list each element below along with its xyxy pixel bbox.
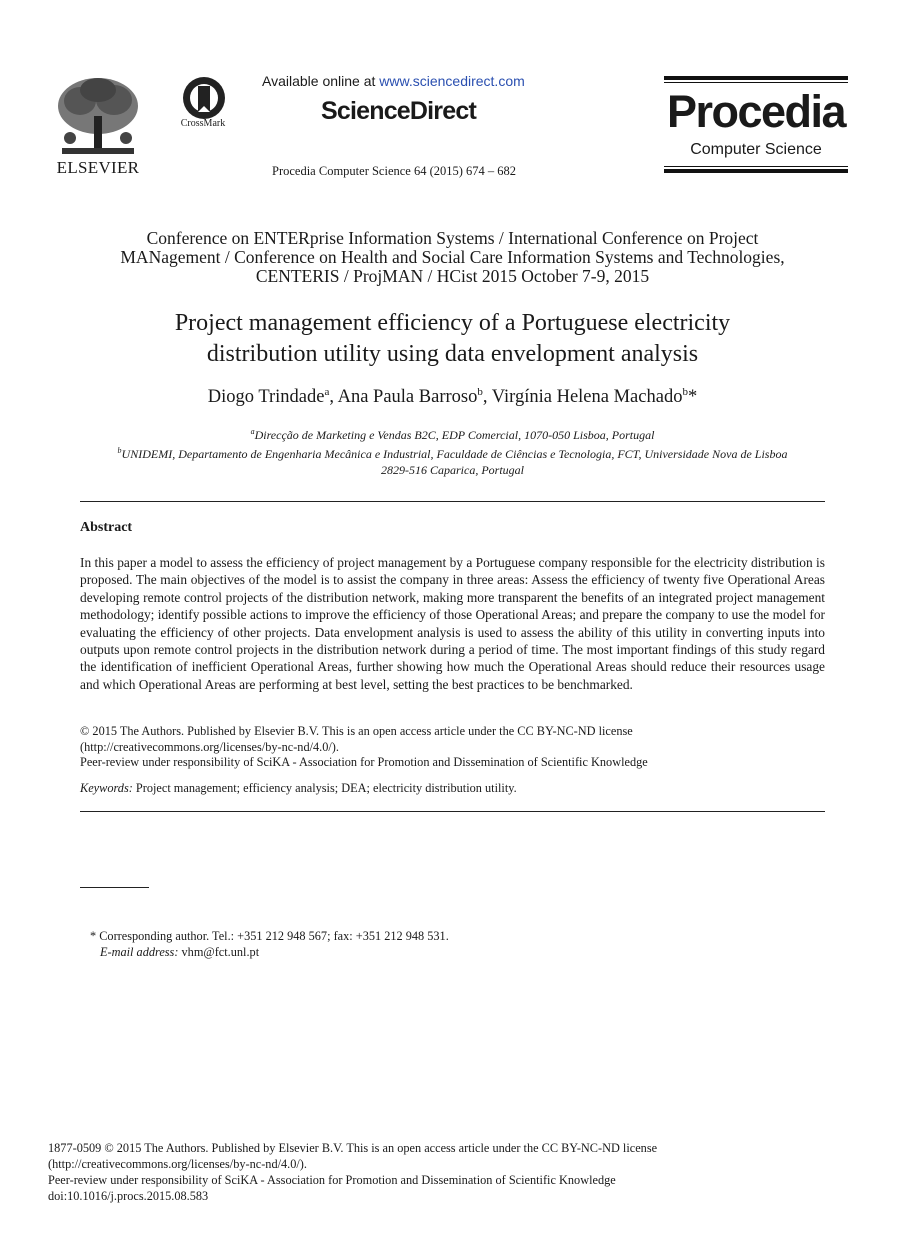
affiliation-a bbox=[80, 424, 825, 443]
abstract-heading: Abstract bbox=[80, 520, 133, 535]
footnote-contact: * Corresponding author. Tel.: +351 212 948 567; fax: +351 212 948 531. bbox=[90, 929, 449, 943]
affiliation-mark: a bbox=[250, 427, 255, 436]
author-separator: , bbox=[329, 387, 338, 408]
publisher-name: ELSEVIER bbox=[56, 158, 140, 177]
conference-line: CENTERIS / ProjMAN / HCist 2015 October 7-9, 2015 bbox=[255, 266, 650, 286]
paper-title bbox=[80, 308, 825, 370]
author-list bbox=[80, 386, 825, 408]
footnote-email-line bbox=[90, 944, 449, 960]
procedia-bottom-rule bbox=[664, 169, 848, 173]
author-separator: , bbox=[482, 387, 492, 408]
license-notice bbox=[80, 724, 825, 771]
crossmark-label: CrossMark bbox=[180, 118, 226, 129]
procedia-top-rule-thin bbox=[664, 82, 848, 83]
author-affiliation-mark: b bbox=[477, 386, 483, 398]
affiliation-mark: b bbox=[117, 446, 122, 455]
keywords bbox=[80, 781, 825, 796]
corresponding-author-footnote bbox=[90, 928, 449, 960]
affiliation-text: UNIDEMI, Departamento de Engenharia Mecânica e Industrial, Faculdade de Ciências e Tecnologia, FCT, Universidade Nova de Lisboa bbox=[121, 447, 788, 461]
procedia-top-rule bbox=[664, 76, 848, 80]
peer-review-line: Peer-review under responsibility of SciKA - Association for Promotion and Dissemination of Scientific Knowledge bbox=[48, 1173, 616, 1187]
keywords-label: Keywords: bbox=[80, 781, 133, 795]
available-online-line bbox=[262, 73, 525, 89]
author-affiliation-mark: a bbox=[324, 386, 330, 398]
available-prefix: Available online at bbox=[262, 73, 380, 89]
procedia-title: Procedia bbox=[666, 86, 846, 137]
conference-name bbox=[80, 229, 825, 286]
license-link[interactable]: (http://creativecommons.org/licenses/by-nc-nd/4.0/). bbox=[48, 1157, 307, 1171]
issn-license-line: 1877-0509 © 2015 The Authors. Published by Elsevier B.V. This is an open access article under the CC BY-NC-ND license bbox=[48, 1141, 658, 1155]
email-label: E-mail address: bbox=[100, 945, 179, 959]
divider bbox=[80, 811, 825, 812]
corresponding-author-mark: * bbox=[687, 387, 698, 408]
journal-reference: Procedia Computer Science 64 (2015) 674 – 682 bbox=[272, 164, 517, 178]
abstract-body: In this paper a model to assess the efficiency of project management by a Portuguese company responsible for the electricity distribution is proposed. The main objectives of the model is to assist the company in three areas: Assess the efficiency of twenty five Operational Areas developing remote control projects of the distribution network, making more transparent the benefits of an integrated project management methodology; identify possible actions to improve the efficiency of those Operational Areas; and prepare the company to use the model for evaluating the efficiency of other projects. Data envelopment analysis is used to assess the ability of this utility in converting inputs into outputs upon remote control projects in the distribution network during a period of time. The most important findings of this study regard the identification of inefficient Operational Areas, further showing how much the Operational Areas should reduce their resources usage and which Operational Areas are performing at best level, setting the best practices to be benchmarked. bbox=[80, 555, 825, 692]
affiliation-text: Direcção de Marketing e Vendas B2C, EDP Comercial, 1070-050 Lisboa, Portugal bbox=[254, 428, 655, 442]
author-name: Ana Paula Barroso bbox=[337, 387, 478, 408]
affiliations bbox=[80, 424, 825, 478]
conference-line: MANagement / Conference on Health and Social Care Information Systems and Technologies, bbox=[120, 247, 785, 267]
license-line: © 2015 The Authors. Published by Elsevier B.V. This is an open access article under the CC BY-NC-ND license bbox=[80, 724, 633, 738]
title-line: distribution utility using data envelopment analysis bbox=[206, 341, 699, 367]
peer-review-line: Peer-review under responsibility of SciKA - Association for Promotion and Dissemination of Scientific Knowledge bbox=[80, 755, 648, 769]
sciencedirect-logo: ScienceDirect bbox=[321, 97, 476, 125]
issn-license-block bbox=[48, 1140, 657, 1204]
sciencedirect-link[interactable]: www.sciencedirect.com bbox=[379, 73, 525, 89]
title-line: Project management efficiency of a Portuguese electricity bbox=[174, 310, 731, 336]
procedia-bottom-rule-thin bbox=[664, 166, 848, 167]
license-link[interactable]: (http://creativecommons.org/licenses/by-nc-nd/4.0/). bbox=[80, 739, 339, 754]
affiliation-b bbox=[80, 443, 825, 462]
author-name: Virgínia Helena Machado bbox=[491, 387, 683, 408]
author-name: Diogo Trindade bbox=[207, 387, 325, 408]
email-address[interactable]: vhm@fct.unl.pt bbox=[178, 945, 260, 959]
conference-line: Conference on ENTERprise Information Systems / International Conference on Project bbox=[146, 228, 759, 248]
keywords-text: Project management; efficiency analysis; DEA; electricity distribution utility. bbox=[132, 781, 517, 795]
affiliation-b-address: 2829-516 Caparica, Portugal bbox=[381, 463, 524, 477]
author-affiliation-mark: b bbox=[682, 386, 688, 398]
doi[interactable]: doi:10.1016/j.procs.2015.08.583 bbox=[48, 1189, 209, 1203]
footnote-rule bbox=[80, 887, 149, 888]
procedia-subtitle: Computer Science bbox=[690, 141, 822, 158]
divider bbox=[80, 501, 825, 502]
